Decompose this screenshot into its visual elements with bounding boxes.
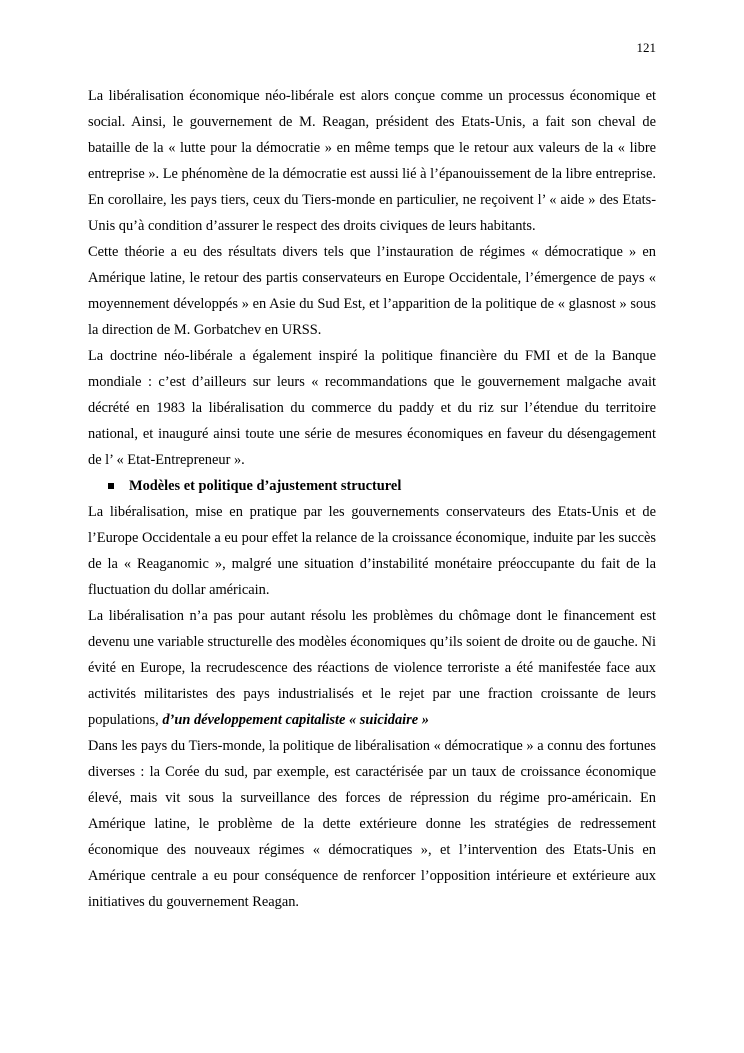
paragraph-liberalisation-concept: La libéralisation économique néo-libérale est alors conçue comme un processus économique et social. Ainsi, le gouvernement de M. Reagan, président des Etats-Unis, a fait son cheval de bataille de la « lutte pour la démocratie » en même temps que le retour aux valeurs de la « libre entreprise ». Le phénomène de la démocratie est aussi lié à l’épanouissement de la libre entreprise. En corollaire, les pays tiers, ceux du Tiers-monde en particulier, ne reçoivent l’ « aide » des Etats-Unis qu’à condition d’assurer le respect des droits civiques de leurs habitants.: [88, 88, 656, 234]
paragraph-neoliberal-doctrine: La doctrine néo-libérale a également inspiré la politique financière du FMI et de la Banque mondiale : c’est d’ailleurs sur leurs « recommandations que le gouvernement malgache avait décrété en 1983 la libéralisation du commerce du paddy et du riz sur l’étendue du territoire national, et inauguré ainsi toute une série de mesures économiques en faveur du désengagement de l’ « Etat-Entrepreneur ».: [88, 348, 656, 468]
emphasis-suicidal-development: d’un développement capitaliste « suicidaire »: [162, 712, 429, 728]
section-heading-text: Modèles et politique d’ajustement structurel: [129, 478, 402, 494]
paragraph-liberalisation-effects: La libéralisation, mise en pratique par les gouvernements conservateurs des Etats-Unis et de l’Europe Occidentale a eu pour effet la relance de la croissance économique, induite par les succès de la « Reaganomic », malgré une situation d’instabilité monétaire préoccupante du fait de la fluctuation du dollar américain.: [88, 504, 656, 598]
page-number: 121: [636, 40, 656, 55]
paragraph-third-world: Dans les pays du Tiers-monde, la politique de libéralisation « démocratique » a connu des fortunes diverses : la Corée du sud, par exemple, est caractérisée par un taux de croissance économique élevé, mais vit sous la surveillance des forces de répression du régime pro-américain. En Amérique latine, le problème de la dette extérieure donne les stratégies de redressement économique des nouveaux régimes « démocratiques », et l’intervention des Etats-Unis en Amérique centrale a eu pour conséquence de renforcer l’opposition intérieure et extérieure aux initiatives du gouvernement Reagan.: [88, 738, 656, 910]
paragraph-theory-results: Cette théorie a eu des résultats divers tels que l’instauration de régimes « démocratique » en Amérique latine, le retour des partis conservateurs en Europe Occidentale, l’émergence de pays « moyennement développés » en Asie du Sud Est, et l’apparition de la politique de « glasnost » sous la direction de M. Gorbatchev en URSS.: [88, 244, 656, 338]
paragraph-unemployment: [88, 603, 656, 733]
section-heading: [88, 473, 656, 499]
document-body: [88, 83, 656, 915]
paragraph-unemployment-text: La libéralisation n’a pas pour autant résolu les problèmes du chômage dont le financement est devenu une variable structurelle des modèles économiques qu’ils soient de droite ou de gauche. Ni évité en Europe, la recrudescence des réactions de violence terroriste a été manifestée face aux activités militaristes des pays industrialisés et le rejet par une fraction croissante de leurs populations,: [88, 608, 656, 728]
square-bullet-icon: [108, 483, 114, 489]
